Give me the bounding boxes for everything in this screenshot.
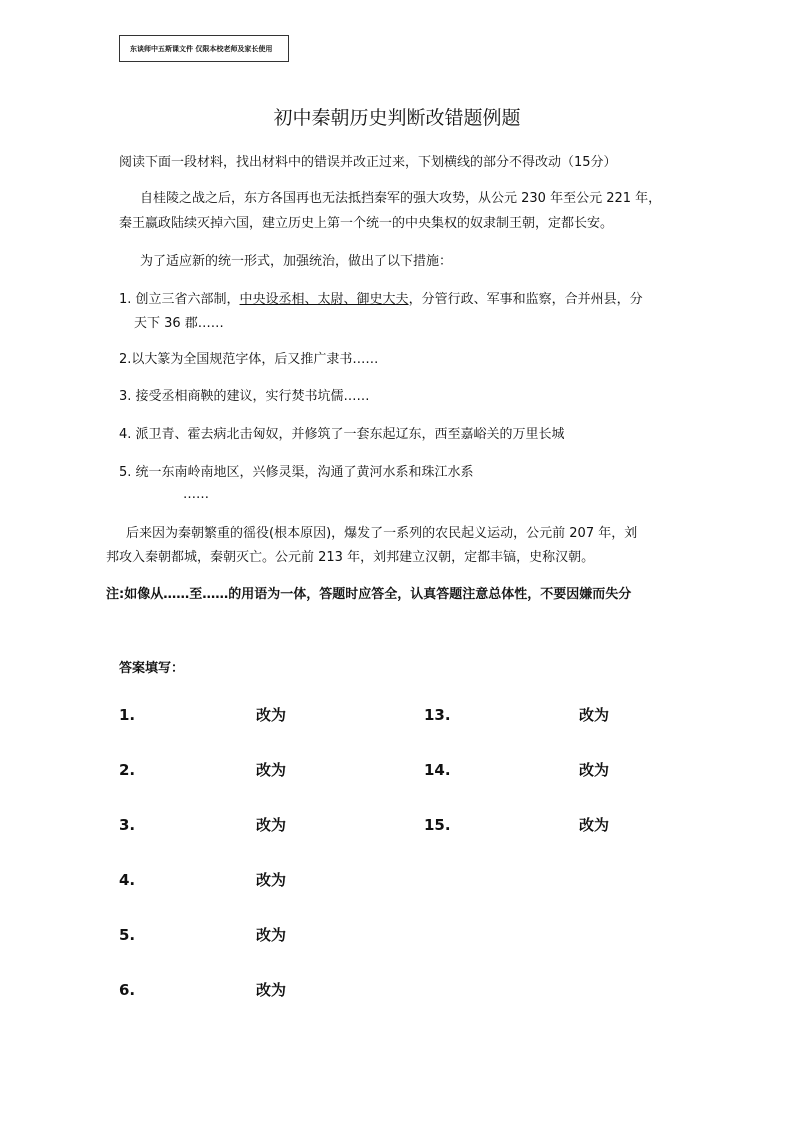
answer-change-label: 改为 bbox=[256, 816, 287, 834]
answer-number: 2. bbox=[119, 761, 136, 779]
instruction-text: 阅读下面一段材料，找出材料中的错误并改正过来，下划横线的部分不得改动（15分） bbox=[119, 155, 617, 170]
answer-change-label: 改为 bbox=[579, 761, 610, 779]
measure-2: 2.以大篆为全国规范字体，后又推广隶书…… bbox=[119, 352, 379, 367]
answer-change-label: 改为 bbox=[256, 926, 287, 944]
answer-change-label: 改为 bbox=[256, 871, 287, 889]
answer-change-label: 改为 bbox=[256, 981, 287, 999]
measure-1-underlined: 中央设丞相、太尉、御史大夫 bbox=[239, 292, 409, 307]
note-text: 注:如像从……至……的用语为一体，答题时应答全，认真答题注意总体性，不要因嫌而失分 bbox=[106, 587, 632, 602]
passage-3-line-2: 邦攻入秦朝都城，秦朝灭亡。公元前 213 年，刘邦建立汉朝，定都丰镐，史称汉朝。 bbox=[106, 550, 595, 565]
answer-number: 4. bbox=[119, 871, 136, 889]
answer-change-label: 改为 bbox=[256, 761, 287, 779]
measure-ellipsis: …… bbox=[183, 487, 209, 502]
measure-5: 5. 统一东南岭南地区，兴修灵渠，沟通了黄河水系和珠江水系 bbox=[119, 465, 474, 480]
passage-3-line-1: 后来因为秦朝繁重的徭役(根本原因)，爆发了一系列的农民起义运动，公元前 207 年，刘 bbox=[126, 526, 638, 541]
answer-change-label: 改为 bbox=[579, 706, 610, 724]
measure-1-line-2: 天下 36 郡…… bbox=[134, 316, 224, 331]
passage-1-line-1: 自桂陵之战之后，东方各国再也无法抵挡秦军的强大攻势，从公元 230 年至公元 221 年， bbox=[140, 191, 662, 206]
answer-change-label: 改为 bbox=[579, 816, 610, 834]
answer-number: 5. bbox=[119, 926, 136, 944]
answer-number: 14. bbox=[424, 761, 451, 779]
answer-number: 13. bbox=[424, 706, 451, 724]
measure-1-prefix: 1. 创立三省六部制， bbox=[119, 292, 240, 307]
measure-3: 3. 接受丞相商鞅的建议，实行焚书坑儒…… bbox=[119, 389, 370, 404]
answer-change-label: 改为 bbox=[256, 706, 287, 724]
answer-number: 15. bbox=[424, 816, 451, 834]
page-title: 初中秦朝历史判断改错题例题 bbox=[273, 107, 521, 129]
passage-1-line-2: 秦王嬴政陆续灭掉六国，建立历史上第一个统一的中央集权的奴隶制王朝，定都长安。 bbox=[119, 216, 614, 231]
measure-4: 4. 派卫青、霍去病北击匈奴，并修筑了一套东起辽东，西至嘉峪关的万里长城 bbox=[119, 427, 565, 442]
header-note-box bbox=[119, 35, 289, 62]
answer-number: 3. bbox=[119, 816, 136, 834]
measure-1 bbox=[119, 288, 643, 312]
header-note-text: 东谈师中五斯课文件 仅限本校老师及家长使用 bbox=[130, 45, 273, 53]
answer-number: 6. bbox=[119, 981, 136, 999]
measure-1-suffix: ，分管行政、军事和监察，合并州县，分 bbox=[408, 292, 643, 307]
passage-2: 为了适应新的统一形式，加强统治，做出了以下措施： bbox=[140, 254, 453, 269]
answer-number: 1. bbox=[119, 706, 136, 724]
answer-title: 答案填写： bbox=[119, 661, 185, 676]
